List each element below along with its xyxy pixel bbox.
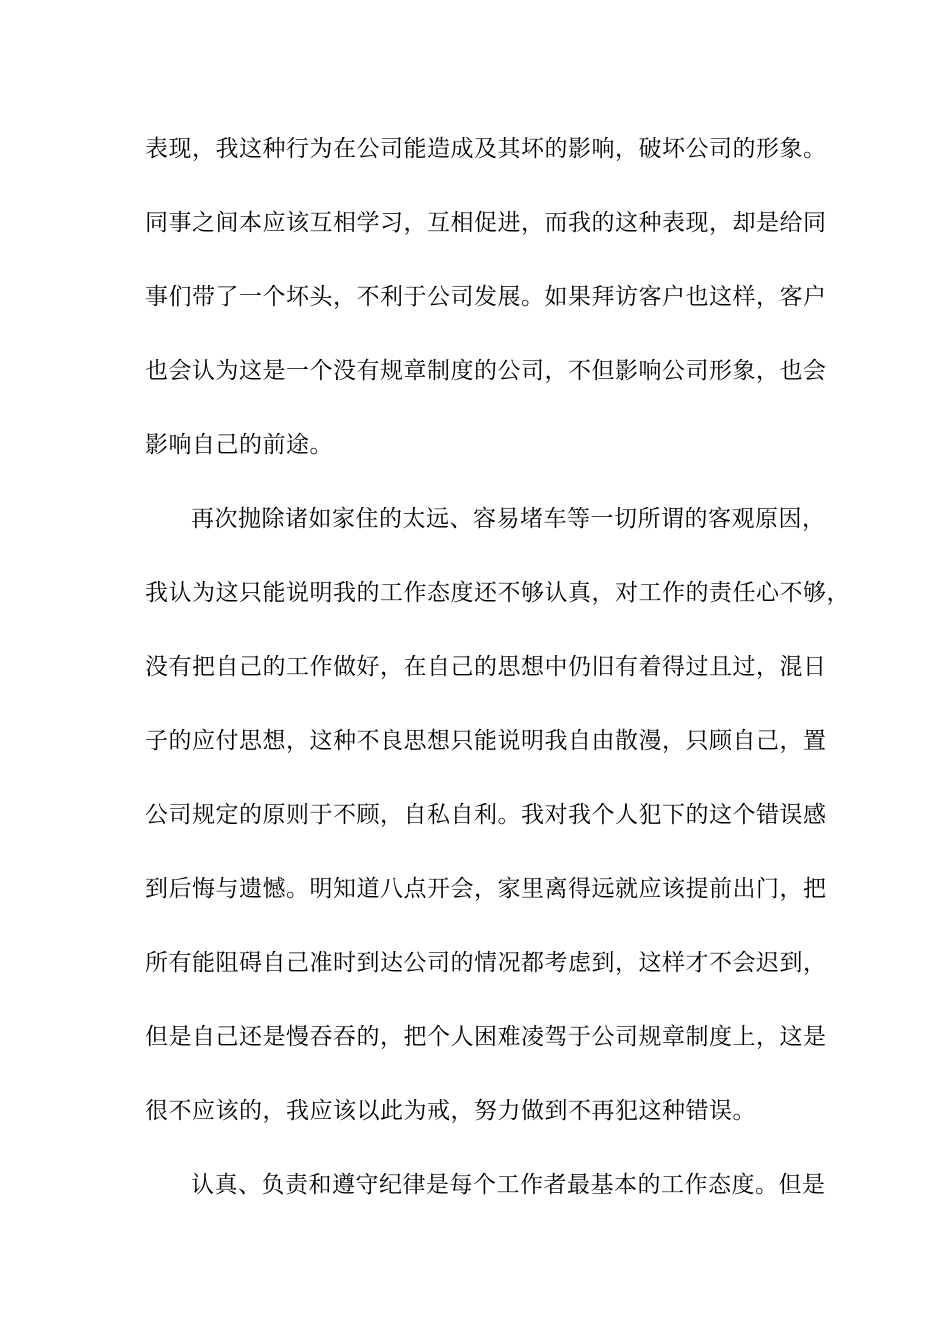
text-line: 很不应该的，我应该以此为戒，努力做到不再犯这种错误。	[145, 1098, 756, 1124]
text-line: 也会认为这是一个没有规章制度的公司，不但影响公司形象，也会	[145, 358, 827, 384]
text-line: 公司规定的原则于不顾，自私自利。我对我个人犯下的这个错误感	[145, 802, 827, 828]
text-line: 影响自己的前途。	[145, 432, 333, 458]
text-line: 事们带了一个坏头，不利于公司发展。如果拜访客户也这样，客户	[145, 284, 827, 310]
text-line: 但是自己还是慢吞吞的，把个人困难凌驾于公司规章制度上，这是	[145, 1024, 827, 1050]
document-body	[145, 124, 850, 1234]
text-line: 没有把自己的工作做好，在自己的思想中仍旧有着得过且过，混日	[145, 654, 827, 680]
text-line: 子的应付思想，这种不良思想只能说明我自由散漫，只顾自己，置	[145, 728, 827, 754]
paragraph-first-line: 再次抛除诸如家住的太远、容易堵车等一切所谓的客观原因，	[191, 506, 826, 532]
text-line: 同事之间本应该互相学习，互相促进，而我的这种表现，却是给同	[145, 210, 827, 236]
paragraph-first-line: 认真、负责和遵守纪律是每个工作者最基本的工作态度。但是	[191, 1172, 826, 1198]
text-line: 表现，我这种行为在公司能造成及其坏的影响，破坏公司的形象。	[145, 136, 827, 162]
text-line: 所有能阻碍自己准时到达公司的情况都考虑到，这样才不会迟到，	[145, 950, 827, 976]
text-line: 到后悔与遗憾。明知道八点开会，家里离得远就应该提前出门，把	[145, 876, 827, 902]
text-line: 我认为这只能说明我的工作态度还不够认真，对工作的责任心不够，	[145, 580, 850, 606]
